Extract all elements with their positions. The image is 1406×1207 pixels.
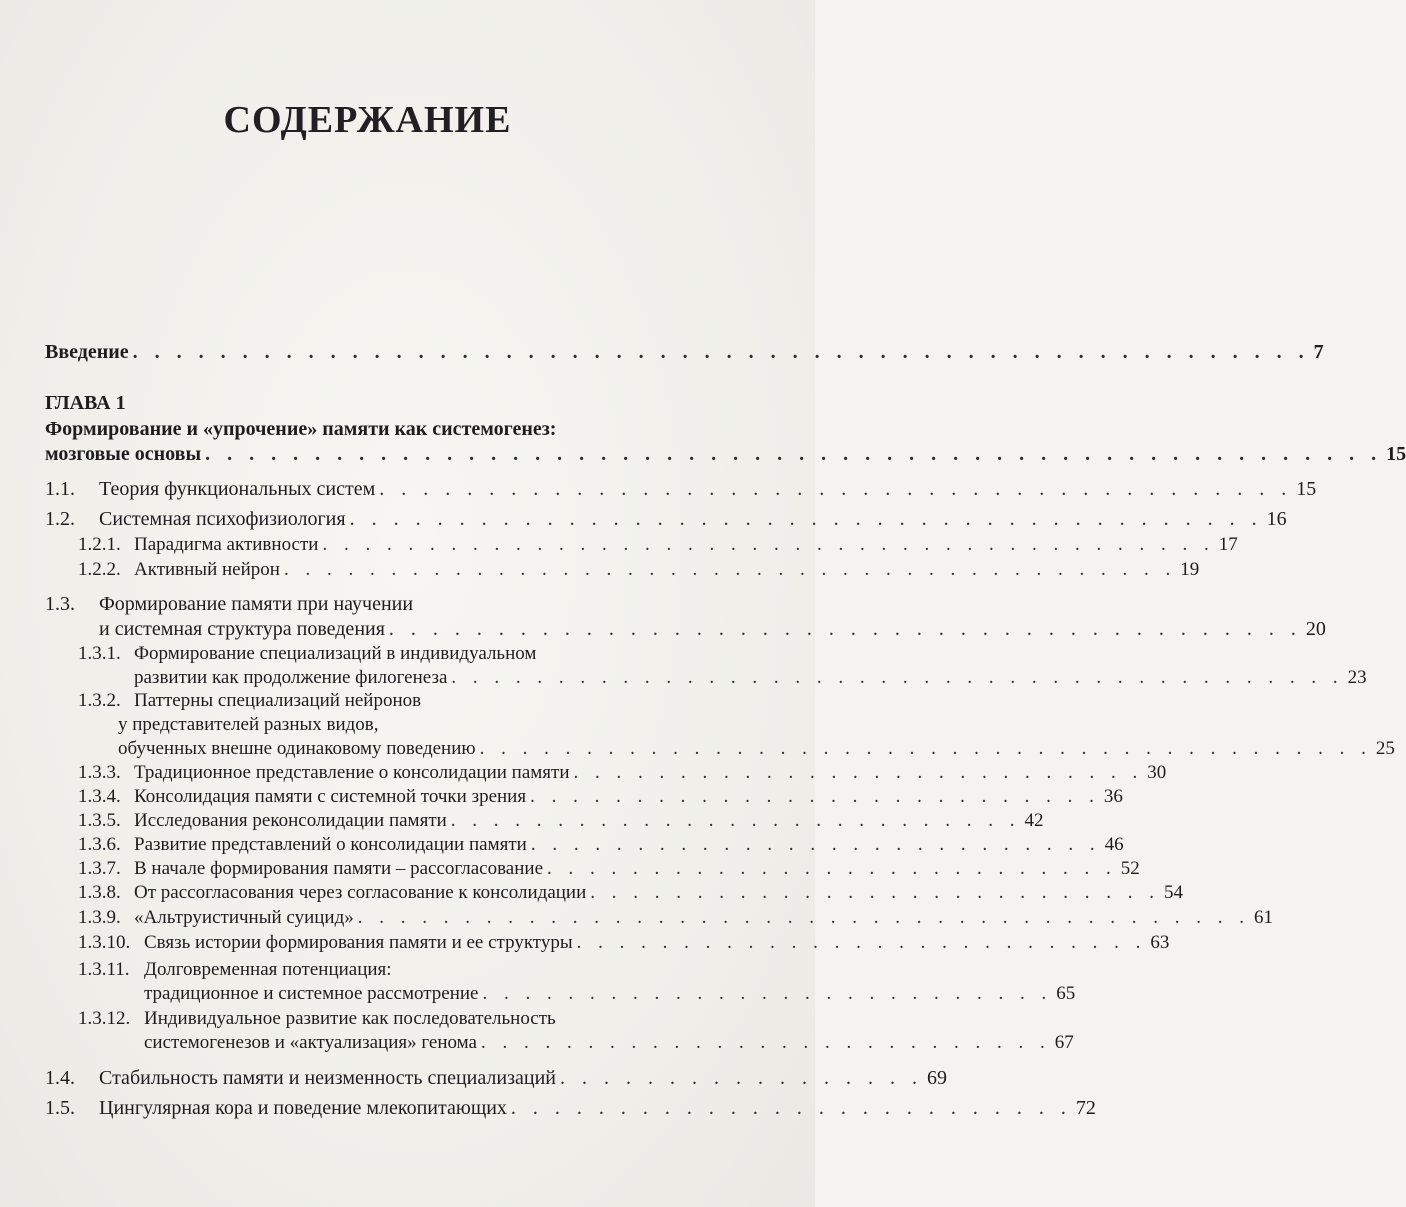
- leader-dots: . . . . . . . . . . . . . . . . . . . . . . . . . . . . . . . . . . . . . . . . . .: [322, 534, 1215, 555]
- chapter-heading: ГЛАВА 1: [45, 392, 126, 414]
- toc-entry-first-line: [78, 689, 421, 713]
- toc-entry[interactable]: [134, 666, 1367, 690]
- toc-entry-intro[interactable]: [45, 340, 1324, 364]
- toc-entry-label: традиционное и системное рассмотрение: [144, 983, 479, 1004]
- leader-dots: . . . . . . . . . . . . . . . . . . . . . . . . . . . . . . . . . . . . . . . . . .: [388, 618, 1302, 640]
- toc-page-number: 20: [1305, 618, 1326, 640]
- toc-page-number: 15: [1386, 443, 1406, 465]
- toc-entry-number: 1.3.9.: [78, 907, 121, 928]
- toc-entry-number: 1.3.10.: [78, 932, 131, 953]
- toc-entry-label: «Альтруистичный суицид»: [134, 907, 354, 928]
- toc-entry[interactable]: [78, 857, 1140, 881]
- leader-dots: . . . . . . . . . . . . . . . . . . . . . . . . . . .: [530, 834, 1101, 855]
- leader-dots: . . . . . . . . . . . . . . . . . . . . . . . . . . .: [480, 1032, 1051, 1053]
- page-title: СОДЕРЖАНИЕ: [223, 99, 512, 141]
- toc-page-number: 42: [1024, 810, 1044, 831]
- toc-page-number: 17: [1218, 534, 1238, 555]
- toc-entry[interactable]: [45, 1096, 1096, 1120]
- leader-dots: . . . . . . . . . . . . . . . . .: [560, 1067, 924, 1089]
- toc-entry[interactable]: [45, 477, 1317, 501]
- toc-entry-number: 1.3.7.: [78, 858, 121, 879]
- leader-dots: . . . . . . . . . . . . . . . . . . . . . . . . . .: [510, 1097, 1072, 1119]
- leader-dots: . . . . . . . . . . . . . . . . . . . . . . . . . . . . . . . . . . . . . . . . . .: [357, 907, 1251, 928]
- leader-dots: . . . . . . . . . . . . . . . . . . . . . . . . . . .: [530, 786, 1100, 807]
- toc-entry-number: 1.3.3.: [78, 762, 121, 783]
- toc-entry-number: 1.3.5.: [78, 810, 121, 831]
- toc-page-number: 16: [1266, 508, 1287, 530]
- leader-dots: . . . . . . . . . . . . . . . . . . . . . . . . . . . . . . . . . . . . . . . . . . . . . . . . . . . . . .: [205, 443, 1383, 465]
- toc-entry-label: Парадигма активности: [134, 534, 319, 555]
- toc-page-number: 63: [1150, 932, 1170, 953]
- toc-entry[interactable]: [45, 507, 1287, 531]
- toc-entry-first-line: [78, 958, 392, 982]
- toc-page-number: 30: [1147, 762, 1167, 783]
- toc-entry-number: 1.3.8.: [78, 882, 121, 903]
- chapter-title-line1: Формирование и «упрочение» памяти как системогенез:: [45, 418, 557, 440]
- toc-page-number: 72: [1075, 1097, 1096, 1119]
- toc-entry-label: Развитие представлений о консолидации памяти: [134, 834, 527, 855]
- toc-entry-label: Традиционное представление о консолидации памяти: [134, 762, 570, 783]
- leader-dots: . . . . . . . . . . . . . . . . . . . . . . . . . . .: [573, 762, 1144, 783]
- toc-entry[interactable]: [78, 881, 1184, 905]
- toc-entry-first-line: [78, 642, 536, 666]
- toc-page-number: 54: [1164, 882, 1184, 903]
- toc-entry[interactable]: [78, 761, 1167, 785]
- toc-entry[interactable]: [78, 833, 1124, 857]
- toc-entry-number: 1.2.2.: [78, 559, 121, 580]
- toc-page-number: 19: [1180, 559, 1200, 580]
- toc-entry[interactable]: [78, 558, 1200, 582]
- toc-entry-number: 1.3.11.: [78, 959, 130, 980]
- toc-entry-label: обученных внешне одинаковому поведению: [118, 738, 476, 759]
- toc-entry-first-line: [45, 592, 413, 616]
- leader-dots: . . . . . . . . . . . . . . . . . . . . . . . . . . . . . . . . . . . . . . . . . .: [283, 559, 1177, 580]
- toc-entry-number: 1.3.6.: [78, 834, 121, 855]
- toc-entry-label: и системная структура поведения: [99, 618, 385, 640]
- toc-entry[interactable]: [45, 1066, 948, 1090]
- toc-entry-label: Исследования реконсолидации памяти: [134, 810, 447, 831]
- toc-entry-label: Стабильность памяти и неизменность специализаций: [99, 1067, 557, 1089]
- toc-entry-number: 1.3.: [45, 593, 75, 615]
- leader-dots: . . . . . . . . . . . . . . . . . . . . . . . . . . . . . . . . . . . . . . . . . .: [379, 478, 1293, 500]
- toc-page-number: 7: [1313, 341, 1324, 363]
- toc-entry-label: В начале формирования памяти – рассогласование: [134, 858, 544, 879]
- toc-entry-label: Активный нейрон: [134, 559, 280, 580]
- toc-entry[interactable]: [78, 931, 1170, 955]
- toc-entry-label: Цингулярная кора и поведение млекопитающих: [99, 1097, 507, 1119]
- leader-dots: . . . . . . . . . . . . . . . . . . . . . . . . . . . . . . . . . . . . . . . . . . . . . . . . . . . . . .: [132, 341, 1310, 363]
- toc-entry-number: 1.5.: [45, 1097, 75, 1119]
- toc-entry-label: Консолидация памяти с системной точки зрения: [134, 786, 527, 807]
- toc-entry[interactable]: [78, 785, 1123, 809]
- toc-entry-label: системогенезов и «актуализация» генома: [144, 1032, 477, 1053]
- leader-dots: . . . . . . . . . . . . . . . . . . . . . . . . . . . . . . . . . . . . . . . . . .: [349, 508, 1263, 530]
- toc-page-number: 46: [1104, 834, 1124, 855]
- toc-entry-number: 1.2.: [45, 508, 75, 530]
- toc-entry[interactable]: [78, 906, 1274, 930]
- leader-dots: . . . . . . . . . . . . . . . . . . . . . . . . . . .: [482, 983, 1053, 1004]
- toc-entry-label: Паттерны специализаций нейронов: [134, 690, 422, 711]
- toc-entry-label: Индивидуальное развитие как последовательность: [144, 1008, 556, 1029]
- leader-dots: . . . . . . . . . . . . . . . . . . . . . . . . . . .: [547, 858, 1117, 879]
- toc-page-number: 69: [927, 1067, 948, 1089]
- toc-entry[interactable]: [118, 737, 1395, 761]
- toc-entry[interactable]: [144, 1031, 1074, 1055]
- toc-page-number: 61: [1254, 907, 1274, 928]
- toc-entry-label: Системная психофизиология: [99, 508, 346, 530]
- toc-entry-number: 1.1.: [45, 478, 75, 500]
- toc-entry-line: у представителей разных видов,: [118, 714, 379, 735]
- toc-page-number: 25: [1375, 738, 1395, 759]
- toc-entry-number: 1.3.12.: [78, 1008, 131, 1029]
- leader-dots: . . . . . . . . . . . . . . . . . . . . . . . . . . .: [576, 932, 1147, 953]
- toc-entry-number: 1.3.4.: [78, 786, 121, 807]
- toc-entry[interactable]: [144, 982, 1076, 1006]
- toc-entry-label: Формирование памяти при научении: [99, 593, 414, 615]
- toc-page-number: 36: [1103, 786, 1123, 807]
- toc-page-number: 52: [1120, 858, 1140, 879]
- toc-entry[interactable]: [78, 809, 1044, 833]
- toc-entry-chapter[interactable]: [45, 442, 1406, 466]
- toc-entry-number: 1.4.: [45, 1067, 75, 1089]
- toc-entry-label: Связь истории формирования памяти и ее структуры: [144, 932, 573, 953]
- toc-entry-label: Введение: [45, 341, 129, 363]
- toc-entry-number: 1.2.1.: [78, 534, 121, 555]
- leader-dots: . . . . . . . . . . . . . . . . . . . . . . . . . . . . . . . . . . . . . . . . . .: [479, 738, 1372, 759]
- toc-page-number: 15: [1296, 478, 1317, 500]
- leader-dots: . . . . . . . . . . . . . . . . . . . . . . . . . . .: [590, 882, 1161, 903]
- leader-dots: . . . . . . . . . . . . . . . . . . . . . . . . . . .: [450, 810, 1021, 831]
- toc-page-number: 67: [1054, 1032, 1074, 1053]
- toc-page-number: 65: [1056, 983, 1076, 1004]
- toc-entry-label: Долговременная потенциация:: [144, 959, 392, 980]
- toc-page-number: 23: [1347, 667, 1367, 688]
- toc-entry-label: Теория функциональных систем: [99, 478, 376, 500]
- toc-entry-number: 1.3.2.: [78, 690, 121, 711]
- chapter-title-line2: мозговые основы: [45, 443, 202, 465]
- toc-entry-label: развитии как продолжение филогенеза: [134, 667, 448, 688]
- toc-entry-first-line: [78, 1007, 556, 1031]
- leader-dots: . . . . . . . . . . . . . . . . . . . . . . . . . . . . . . . . . . . . . . . . . .: [451, 667, 1344, 688]
- toc-entry-label: От рассогласования через согласование к консолидации: [134, 882, 587, 903]
- toc-entry[interactable]: [99, 617, 1326, 641]
- toc-entry-number: 1.3.1.: [78, 643, 121, 664]
- toc-entry-label: Формирование специализаций в индивидуальном: [134, 643, 537, 664]
- toc-entry[interactable]: [78, 533, 1238, 557]
